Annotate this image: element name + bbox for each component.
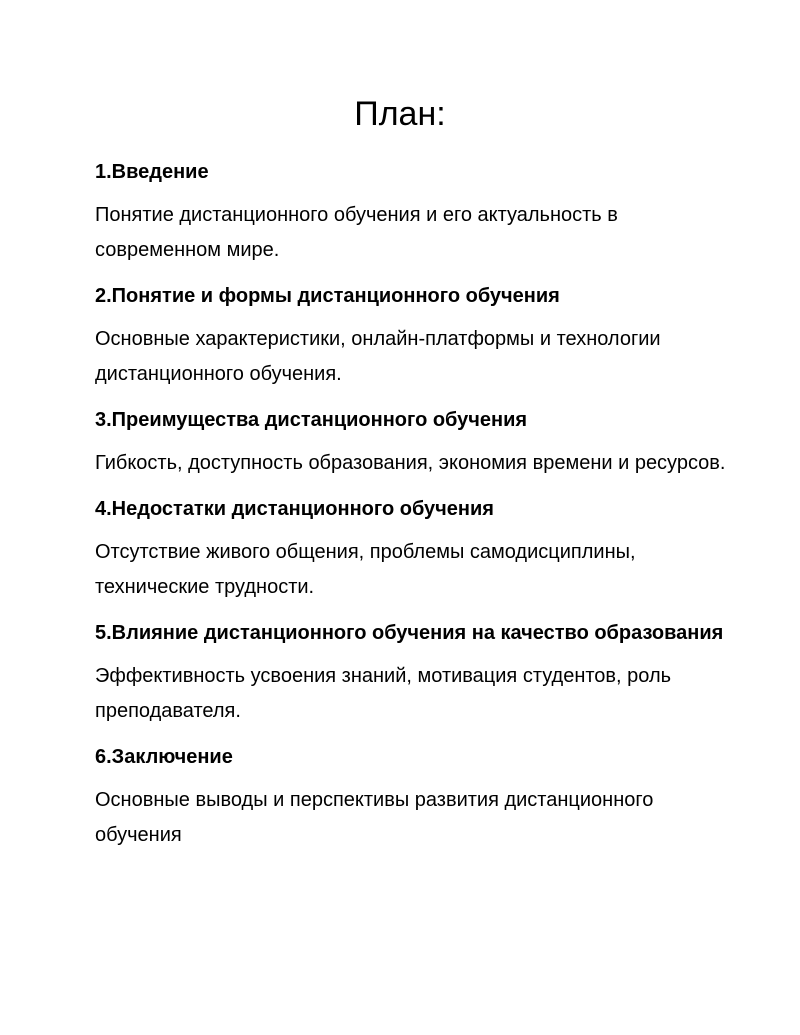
section-heading: 5.Влияние дистанционного обучения на качество образования [95, 622, 724, 644]
section-text: Основные выводы и перспективы развития дистанционного обучения [95, 789, 654, 846]
section-heading: 6.Заключение [95, 746, 233, 768]
plan-section-1 [95, 156, 735, 268]
section-heading: 1.Введение [95, 161, 209, 183]
plan-section-3 [95, 404, 735, 481]
section-heading: 3.Преимущества дистанционного обучения [95, 409, 528, 431]
section-heading: 2.Понятие и формы дистанционного обучения [95, 285, 560, 307]
plan-section-6 [95, 741, 735, 853]
section-text: Гибкость, доступность образования, экономия времени и ресурсов. [95, 452, 726, 474]
section-text: Отсутствие живого общения, проблемы самодисциплины, технические трудности. [95, 541, 636, 598]
plan-section-2 [95, 280, 735, 392]
section-text: Эффективность усвоения знаний, мотивация студентов, роль преподавателя. [95, 665, 672, 722]
section-heading: 4.Недостатки дистанционного обучения [95, 498, 494, 520]
plan-section-5 [95, 617, 735, 729]
document-title: План: [354, 95, 446, 133]
plan-section-4 [95, 493, 735, 605]
section-text: Основные характеристики, онлайн-платформы и технологии дистанционного обучения. [95, 328, 661, 385]
plan-content [95, 156, 735, 865]
section-text: Понятие дистанционного обучения и его актуальность в современном мире. [95, 204, 618, 261]
